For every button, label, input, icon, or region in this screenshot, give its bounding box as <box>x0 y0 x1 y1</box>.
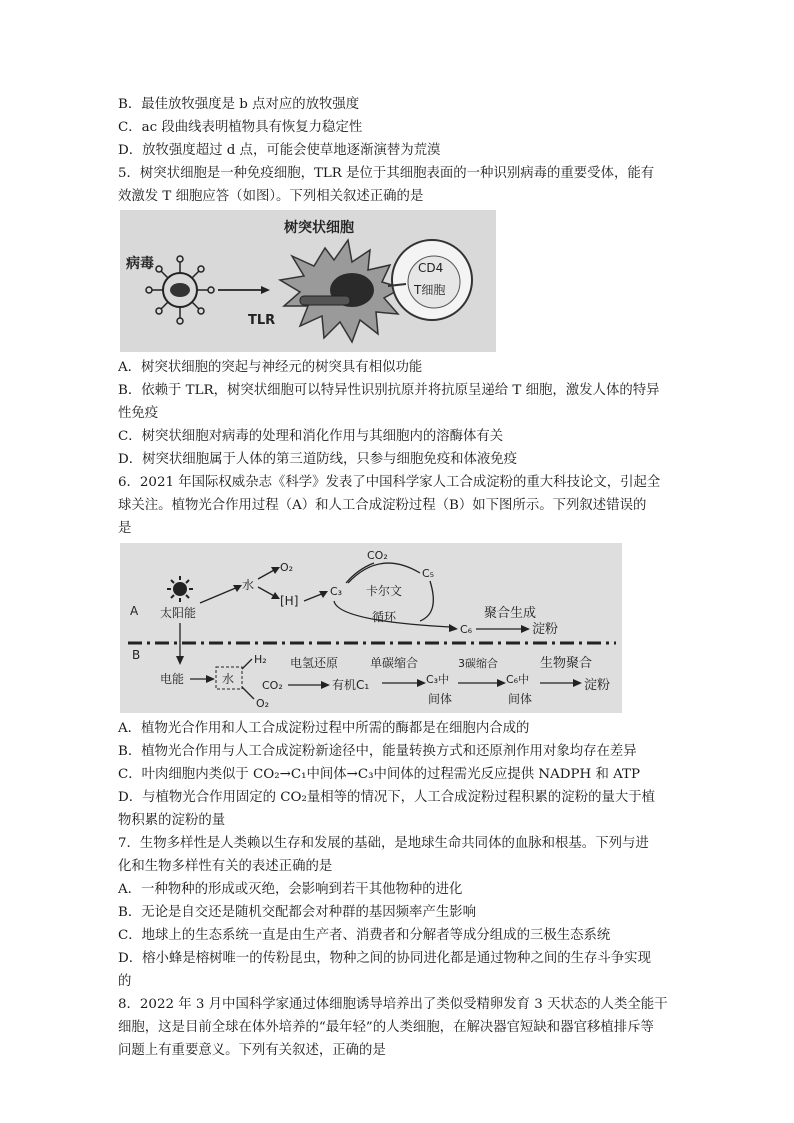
starch-synthesis-figure <box>120 543 622 713</box>
polymerize-a-label: 聚合生成 <box>484 606 537 621</box>
water-a-label: 水 <box>242 578 255 592</box>
q5-option-b-line-1: B．依赖于 TLR，树突状细胞可以特异性识别抗原并将抗原呈递给 T 细胞，激发人体的特异 <box>118 383 660 398</box>
process-a-label: A <box>130 604 139 618</box>
electro-reduce-label: 电氢还原 <box>290 656 339 670</box>
tlr-label: TLR <box>248 313 276 328</box>
c6-label: C₆ <box>460 623 473 636</box>
q7-stem-line-2: 化和生物多样性有关的表述正确的是 <box>118 859 333 874</box>
starch-a-label: 淀粉 <box>532 622 559 637</box>
q8-stem-line-3: 问题上有重要意义。下列有关叙述，正确的是 <box>118 1043 386 1058</box>
c3-intermediate-label-1: C₃中 <box>426 673 450 686</box>
q7-option-a: A．一种物种的形成或灭绝，会影响到若干其他物种的进化 <box>118 882 463 897</box>
tlr-receptor-icon <box>300 296 350 305</box>
q6-option-a: A．植物光合作用和人工合成淀粉过程中所需的酶都是在细胞内合成的 <box>118 721 530 736</box>
q5-option-c: C．树突状细胞对病毒的处理和消化作用与其细胞内的溶酶体有关 <box>118 429 504 444</box>
q7-option-d-line-1: D．榕小蜂是榕树唯一的传粉昆虫，物种之间的协同进化都是通过物种之间的生存斗争实现 <box>118 951 651 966</box>
q5-stem-line-2: 效激发 T 细胞应答（如图）。下列相关叙述正确的是 <box>118 189 424 204</box>
q6-option-b: B．植物光合作用与人工合成淀粉新途径中，能量转换方式和还原剂作用对象均存在差异 <box>118 744 637 759</box>
co2-b-label: CO₂ <box>262 679 283 692</box>
c6-intermediate-label-1: C₆中 <box>506 673 530 686</box>
q7-option-d-line-2: 的 <box>118 974 132 989</box>
dendritic-cell-figure <box>120 210 496 352</box>
electric-label: 电能 <box>160 672 185 686</box>
c3-label: C₃ <box>330 585 343 598</box>
c5-label: C₅ <box>422 567 435 580</box>
three-carbon-label: 3碳缩合 <box>458 657 498 670</box>
q7-option-c: C．地球上的生态系统一直是由生产者、消费者和分解者等成分组成的三极生态系统 <box>118 928 611 943</box>
calvin-label-1: 卡尔文 <box>366 584 403 598</box>
h2-label: H₂ <box>254 653 267 666</box>
virus-label: 病毒 <box>126 256 154 272</box>
o2-b-label: O₂ <box>256 697 270 710</box>
dendritic-cell-label: 树突状细胞 <box>284 220 354 236</box>
c3-intermediate-label-2: 间体 <box>428 692 453 706</box>
h-bracket-label: [H] <box>280 594 299 608</box>
water-b-label: 水 <box>222 672 235 686</box>
bio-polymerize-label: 生物聚合 <box>540 656 593 671</box>
q5-option-d: D．树突状细胞属于人体的第三道防线，只参与细胞免疫和体液免疫 <box>118 452 518 467</box>
co2-a-label: CO₂ <box>367 549 388 562</box>
q5-option-b-line-2: 性免疫 <box>118 406 159 421</box>
q5-stem-line-1: 5．树突状细胞是一种免疫细胞，TLR 是位于其细胞表面的一种识别病毒的重要受体，能有 <box>118 166 655 181</box>
exam-page <box>118 93 680 1062</box>
q5-option-a: A．树突状细胞的突起与神经元的树突具有相似功能 <box>118 360 423 375</box>
q6-option-d-line-1: D．与植物光合作用固定的 CO₂量相等的情况下，人工合成淀粉过程积累的淀粉的量大于植 <box>118 790 656 805</box>
o2-a-label: O₂ <box>280 561 294 574</box>
q6-option-c: C．叶肉细胞内类似于 CO₂→C₁中间体→C₃中间体的过程需光反应提供 NADPH 和 ATP <box>118 767 640 782</box>
q6-stem-line-3: 是 <box>118 521 132 536</box>
q7-option-b: B．无论是自交还是随机交配都会对种群的基因频率产生影响 <box>118 905 476 920</box>
q6-stem-line-2: 球关注。植物光合作用过程（A）和人工合成淀粉过程（B）如下图所示。下列叙述错误的 <box>118 498 647 513</box>
organic-c1-label: 有机C₁ <box>332 678 370 692</box>
cd4-label: CD4 <box>418 261 444 275</box>
single-carbon-label: 单碳缩合 <box>370 656 419 670</box>
sun-label: 太阳能 <box>160 606 197 620</box>
c6-intermediate-label-2: 间体 <box>508 692 533 706</box>
q7-stem-line-1: 7．生物多样性是人类赖以生存和发展的基础，是地球生命共同体的血脉和根基。下列与进 <box>118 836 649 851</box>
q4-option-d: D．放牧强度超过 d 点，可能会使草地逐渐演替为荒漠 <box>118 143 441 158</box>
q4-option-c: C．ac 段曲线表明植物具有恢复力稳定性 <box>118 120 363 135</box>
q6-option-d-line-2: 物积累的淀粉的量 <box>118 813 226 828</box>
q6-stem-line-1: 6．2021 年国际权威杂志《科学》发表了中国科学家人工合成淀粉的重大科技论文，引起全 <box>118 475 661 490</box>
q8-stem-line-1: 8．2022 年 3 月中国科学家通过体细胞诱导培养出了类似受精卵发育 3 天状态的人类全能干 <box>118 997 668 1012</box>
q4-option-b: B．最佳放牧强度是 b 点对应的放牧强度 <box>118 97 360 112</box>
starch-b-label: 淀粉 <box>584 678 611 693</box>
t-cell-label: T细胞 <box>414 283 446 297</box>
q8-stem-line-2: 细胞，这是目前全球在体外培养的“最年轻”的人类细胞，在解决器官短缺和器官移植排斥等 <box>118 1020 654 1035</box>
calvin-label-2: 循环 <box>372 610 397 624</box>
process-b-label: B <box>132 648 141 662</box>
